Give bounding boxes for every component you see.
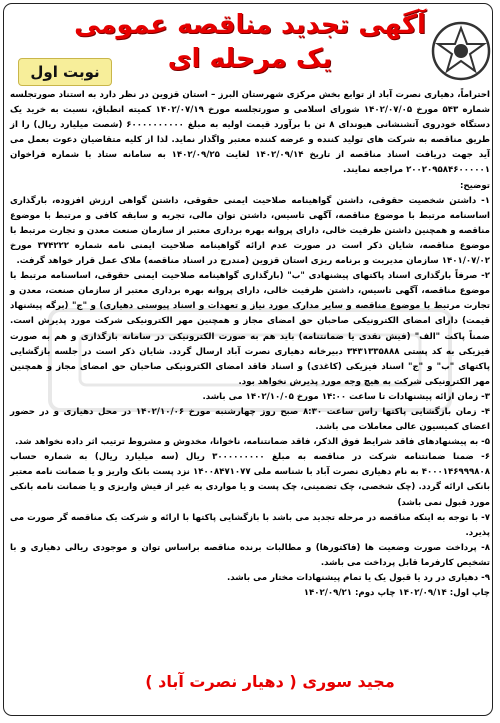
signer-name: مجید سوری ( دهیار نصرت آباد ) (145, 672, 395, 691)
list-item: ۱- داشتن شخصیت حقوقی، داشتن گواهینامه صلاحیت ایمنی حقوقی، داشتن گواهی ارزش افزوده، بارگذاری اساسنامه مرتبط با موضوع مناقصه، آگهی تاسیس، داشتن توان مالی، تجربه و سابقه کافی و مرتبط با موضوع مناقصه و همچنین داشتن ظرفیت خالی، دارای پروانه بهره برداری معتبر از سازمان صنعت معدن و تجارت مرتبط با موضوع مناقصه، شایان ذکر است در صورت عدم ارائه گواهینامه صلاحیت ایمنی نامه شماره ۳۷۴۲۲۲ مورخ ۱۴۰۱/۰۷/۰۲ سازمان مدیریت و برنامه ریزی استان قزوین (مندرج در اسناد مناقصه) ملاک عمل قرار خواهد گرفت. (10, 195, 490, 267)
list-item: ۹- دهیاری در رد یا قبول یک یا تمام پیشنهادات مختار می باشد. (226, 573, 490, 583)
ad-body (10, 88, 490, 601)
list-item: ۶- ضمنا ضمانتنامه شرکت در مناقصه به مبلغ ۳۰۰۰۰۰۰۰۰۰ ریال (سه میلیارد ریال) به شماره حساب ۴۰۰۰۱۴۶۹۹۹۸۰۸ به نام دهیاری نصرت آباد با شناسه ملی ۱۴۰۰۸۴۷۱۰۷۷ نزد پست بانک واریز و یا ضمانت نامه معتبر بانکی ارائه گردد. (چک شخصی، چک تضمینی، چک پست و یا مواردی به غیر از فیش واریزی و یا ضمانت نامه بانکی مورد قبول نمی باشد) (10, 452, 490, 508)
list-item: ۸- پرداخت صورت وضعیت ها (فاکتورها) و مطالبات برنده مناقصه براساس توان و موجودی ریالی دهیاری و با تشخیص کارفرما قابل پرداخت می باشد. (10, 542, 490, 568)
ad-subtitle: یک مرحله ای (167, 44, 333, 74)
list-item: ۵- به پیشنهادهای فاقد شرایط فوق الذکر، فاقد ضمانتنامه، ناخوانا، مخدوش و مشروط ترتیب اثر داده نخواهد شد. (14, 437, 490, 448)
ad-title: آگهی تجدید مناقصه عمومی (74, 10, 426, 40)
list-item: ۷- با توجه به اینکه مناقصه در مرحله تجدید می باشد با بازگشایی پاکتها با ارائه و شرکت یک مناقصه گر صورت می پذیرد. (10, 512, 490, 538)
list-item: ۴- زمان بازگشایی پاکتها راس ساعت ۸:۳۰ صبح روز چهارشنبه مورخ ۱۴۰۲/۱۰/۰۶ در محل دهیاری و در حضور اعضای کمیسیون عالی معاملات می باشد. (10, 406, 490, 433)
intro-paragraph: احتراماً، دهیاری نصرت آباد از توابع بخش مرکزی شهرستان البرز – استان قزوین در نظر دارد به استناد صورتجلسه شماره ۵۴۳ مورخ ۱۴۰۲/۰۷/۰۵ شورای اسلامی و صورتجلسه مورخ ۱۴۰۲/۰۷/۱۹ کمیته انطباق، نسبت به خرید یک دستگاه خودروی آتشنشانی هیوندای ۸ تن با برآورد قیمت اولیه به مبلغ ۶۰۰۰۰۰۰۰۰۰۰ (شصت میلیارد ریال) را از طریق مناقصه به شرکت های تولید کننده و عرضه کننده معتبر واگذار نماید. لذا از کلیه متقاضیان دعوت بعمل می آید جهت دریافت اسناد مناقصه از تاریخ ۱۴۰۲/۰۹/۱۴ لغایت ۱۴۰۲/۰۹/۲۵ به سامانه ستاد با شماره فراخوان ۲۰۰۲۰۹۵۸۴۶۰۰۰۰۰۱ مراجعه نمایند. (10, 90, 490, 176)
list-item: ۳- زمان ارائه پیشنهادات تا ساعت ۱۴:۰۰ مورخ ۱۴۰۲/۱۰/۰۵ می باشد. (202, 391, 490, 402)
turn-badge: نوبت اول (18, 58, 112, 86)
explanations-label: توضیح: (459, 180, 490, 191)
print-dates: چاپ اول: ۱۴۰۲/۰۹/۱۴ چاپ دوم: ۱۴۰۲/۰۹/۲۱ (303, 588, 490, 599)
list-item: ۲- صرفاً بارگذاری اسناد پاکتهای پیشنهادی "ب" (بارگذاری گواهینامه صلاحیت ایمنی حقوقی، اساسنامه مرتبط با موضوع مناقصه، آگهی تاسیس، داشتن ظرفیت خالی، دارای پروانه بهره برداری معتبر از سازمان صنعت، معدن و تجارت مرتبط با موضوع مناقصه و سایر مدارک مورد نیاز و تعهدات و اسناد پیوستی دهیاری) و "ج" (برگه پیشنهاد قیمت) دارای امضای الکترونیکی صاحبان حق امضای مجاز و همچنین مهر الکترونیکی شرکت مورد پذیرش است. ضمناً پاکت "الف" (فیش نقدی یا ضمانتنامه) باید هم به صورت الکترونیکی در سامانه بارگذاری و هم به صورت فیزیکی به کد پستی ۳۴۳۱۳۳۵۸۸۸ دبیرخانه دهیاری نصرت آباد ارسال گردد. شایان ذکر است در جلسه بازگشایی پاکتهای "ب" و "ج" اسناد فیزیکی (کاغذی) و اسناد فاقد امضای الکترونیکی صاحبان حق امضای مجاز و همچنین مهر الکترونیکی شرکت به هیچ وجه مورد پذیرش نخواهد بود. (10, 271, 490, 387)
